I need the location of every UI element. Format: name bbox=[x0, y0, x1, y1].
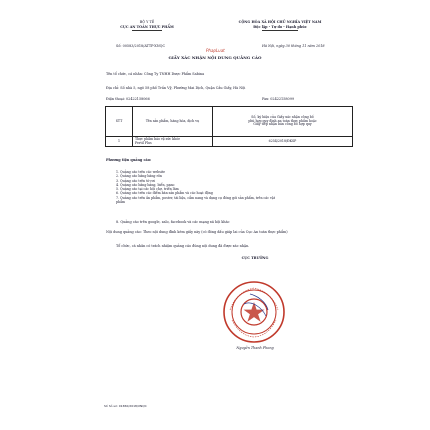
list-item: 4. Quảng cáo bằng bảng, biển, pano bbox=[116, 182, 175, 187]
header-cert-line3: Giấy tiếp nhận bản công bố hợp quy bbox=[253, 122, 312, 127]
list-item: 1. Quảng cáo trên các website bbox=[116, 170, 166, 174]
header-cert bbox=[213, 107, 353, 137]
content-list bbox=[116, 170, 275, 204]
content-line: 8. Quảng cáo trên google, zalo, facebook và các mạng xã hội khác bbox=[116, 220, 230, 224]
list-item: 7. Quảng cáo trên ấn phẩm, poster, tài liệu, cẩm nang và dụng cụ đóng gói sản phẩm, trên các vật bbox=[116, 195, 275, 200]
org-fax: Fax: 02422158099 bbox=[262, 97, 295, 101]
signer-title: CỤC TRƯỞNG bbox=[241, 256, 269, 260]
row-cert: 6254/2018/ĐKSP bbox=[213, 137, 353, 147]
header-cert-line1: Số, ký hiệu của Giấy xác nhận công bố bbox=[251, 114, 314, 119]
row-product-line2: Fertil Plus bbox=[135, 140, 152, 145]
table-header-row bbox=[106, 107, 353, 137]
list-item: phẩm bbox=[116, 200, 126, 205]
content-heading: Phương tiện quảng cáo: bbox=[106, 158, 152, 162]
org-name: Tên tổ chức, cá nhân: Công Ty TNHH Dược Phẩm Sabina bbox=[106, 72, 205, 76]
motto-underline bbox=[262, 30, 298, 31]
national-motto: Độc lập - Tự do - Hạnh phúc bbox=[253, 25, 307, 29]
document-number: Số: 00583/2018/ATTP-XNQC bbox=[116, 44, 166, 48]
org-phone: Điện thoại: 02422158066 bbox=[106, 97, 150, 101]
signer-name: Nguyễn Thanh Phong bbox=[236, 346, 274, 350]
content-paragraph: Nội dung quảng cáo: Theo nội dung đính kèm giấy này (có đóng dấu giáp lai của Cục An toàn thực phẩm) bbox=[106, 230, 288, 234]
list-item: 2. Quảng cáo bằng băng rôn bbox=[116, 174, 162, 179]
org-address: Địa chỉ: Số nhà 5, ngõ 58 phố Trần Vỹ, Phường Mai Dịch, Quận Cầu Giấy, Hà Nội bbox=[106, 86, 246, 90]
header-cert-line2: phù hợp quy định an toàn thực phẩm hoặc bbox=[248, 118, 317, 123]
official-seal-icon bbox=[222, 280, 286, 344]
header-stt: STT bbox=[106, 107, 133, 137]
list-item: 6. Quảng cáo trên các điểm bán sản phẩm và các hoạt động bbox=[116, 191, 213, 196]
handwritten-note: PhapLuat bbox=[206, 48, 225, 53]
table-row bbox=[106, 137, 353, 147]
row-stt: 1 bbox=[106, 137, 133, 147]
nation-name: CỘNG HÒA XÃ HỘI CHỦ NGHĨA VIỆT NAM bbox=[238, 20, 322, 24]
product-table bbox=[105, 106, 353, 147]
agency-name: CỤC AN TOÀN THỰC PHẨM bbox=[120, 25, 174, 29]
ministry-name: BỘ Y TẾ bbox=[139, 20, 155, 24]
row-product-line1: Thực phẩm bảo vệ sức khỏe bbox=[135, 136, 180, 141]
issue-date: Hà Nội, ngày 30 tháng 11 năm 2018 bbox=[262, 44, 325, 48]
content-responsibility: Tổ chức, cá nhân có trách nhiệm quảng cáo đúng nội dung đã được xác nhận. bbox=[116, 244, 250, 248]
header-product: Tên sản phẩm, hàng hóa, dịch vụ bbox=[133, 107, 213, 137]
list-item: 3. Quảng cáo trên tờ rơi bbox=[116, 178, 155, 183]
list-item: 5. Quảng cáo tại các hội chợ, triển lãm bbox=[116, 187, 179, 192]
footer-code: Số hồ sơ: 01650/2018/XNQC bbox=[104, 404, 147, 408]
document-title: GIẤY XÁC NHẬN NỘI DUNG QUẢNG CÁO bbox=[168, 55, 262, 60]
row-product bbox=[133, 137, 213, 147]
agency-underline bbox=[132, 30, 162, 31]
